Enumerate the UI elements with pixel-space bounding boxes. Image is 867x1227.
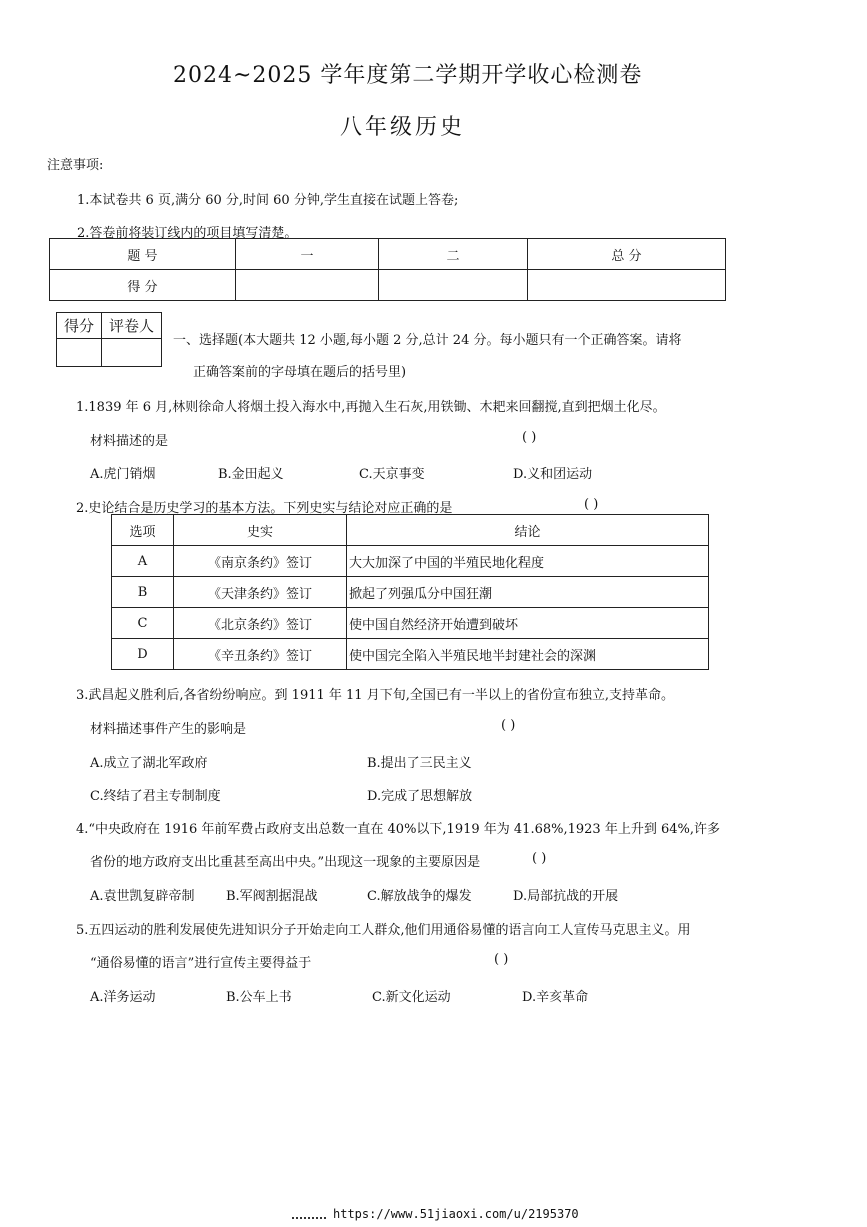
- grader-name-input[interactable]: [102, 339, 162, 367]
- score-row-label: 得 分: [50, 270, 236, 301]
- q3-answer-bracket[interactable]: ( ): [501, 718, 516, 733]
- score-header-cell: 题 号: [50, 239, 236, 270]
- q2-cell-conclusion: 掀起了列强瓜分中国狂潮: [347, 577, 709, 608]
- q1-option-c[interactable]: C.天京事变: [359, 467, 425, 482]
- q1-option-b[interactable]: B.金田起义: [218, 467, 284, 482]
- q1-stem-cont: 材料描述的是: [90, 434, 169, 449]
- q5-option-d[interactable]: D.辛亥革命: [522, 990, 589, 1005]
- q2-cell-option: B: [112, 577, 174, 608]
- grader-score-input[interactable]: [57, 339, 102, 367]
- grader-box: [56, 312, 162, 367]
- q2-cell-conclusion: 使中国自然经济开始遭到破坏: [347, 608, 709, 639]
- score-header-cell: 一: [236, 239, 379, 270]
- q5-stem: 5.五四运动的胜利发展使先进知识分子开始走向工人群众,他们用通俗易懂的语言向工人宣传马克思主义。用: [76, 923, 691, 938]
- q2-cell-option: D: [112, 639, 174, 670]
- notice-item-1: 1.本试卷共 6 页,满分 60 分,时间 60 分钟,学生直接在试题上答卷;: [77, 193, 459, 208]
- q2-header-conclusion: 结论: [347, 515, 709, 546]
- q2-cell-option: A: [112, 546, 174, 577]
- q2-cell-conclusion: 大大加深了中国的半殖民地化程度: [347, 546, 709, 577]
- q1-answer-bracket[interactable]: ( ): [522, 430, 537, 445]
- table-row: [112, 577, 709, 608]
- q4-option-c[interactable]: C.解放战争的爆发: [367, 889, 472, 904]
- score-header-cell: 二: [379, 239, 528, 270]
- notice-heading: 注意事项:: [47, 158, 104, 173]
- score-input-cell[interactable]: [528, 270, 726, 301]
- grader-name-label: 评卷人: [102, 313, 162, 339]
- q1-stem: 1.1839 年 6 月,林则徐命人将烟土投入海水中,再抛入生石灰,用铁锄、木耙来回翻搅,直到把烟土化尽。: [76, 400, 666, 415]
- q4-option-b[interactable]: B.军阀割据混战: [226, 889, 318, 904]
- score-input-cell[interactable]: [236, 270, 379, 301]
- section-1-instructions-cont: 正确答案前的字母填在题后的括号里): [193, 365, 407, 380]
- table-row: [112, 639, 709, 670]
- q2-cell-fact: 《北京条约》签订: [174, 608, 347, 639]
- q2-cell-option: C: [112, 608, 174, 639]
- score-table: [49, 238, 726, 301]
- q2-table: [111, 514, 709, 670]
- q4-option-a[interactable]: A.袁世凯复辟帝制: [90, 889, 195, 904]
- footer-logo-icon: [292, 1212, 326, 1219]
- q2-stem: 2.史论结合是历史学习的基本方法。下列史实与结论对应正确的是: [76, 501, 453, 516]
- grader-score-label: 得分: [57, 313, 102, 339]
- page-subtitle: 八年级历史: [340, 115, 466, 140]
- q2-cell-conclusion: 使中国完全陷入半殖民地半封建社会的深渊: [347, 639, 709, 670]
- q5-stem-cont: “通俗易懂的语言”进行宣传主要得益于: [90, 956, 312, 971]
- score-header-cell: 总 分: [528, 239, 726, 270]
- q4-stem: 4.“中央政府在 1916 年前军费占政府支出总数一直在 40%以下,1919 年为 41.68%,1923 年上升到 64%,许多: [76, 822, 720, 837]
- q3-stem-cont: 材料描述事件产生的影响是: [90, 722, 247, 737]
- q3-option-a[interactable]: A.成立了湖北军政府: [90, 756, 208, 771]
- q2-header-option: 选项: [112, 515, 174, 546]
- q4-answer-bracket[interactable]: ( ): [532, 851, 547, 866]
- q5-option-c[interactable]: C.新文化运动: [372, 990, 451, 1005]
- q2-answer-bracket[interactable]: ( ): [584, 497, 599, 512]
- q5-option-b[interactable]: B.公车上书: [226, 990, 292, 1005]
- q4-option-d[interactable]: D.局部抗战的开展: [513, 889, 619, 904]
- table-row: [112, 546, 709, 577]
- footer-url[interactable]: https://www.51jiaoxi.com/u/2195370: [333, 1207, 579, 1221]
- section-1-instructions: 一、选择题(本大题共 12 小题,每小题 2 分,总计 24 分。每小题只有一个正确答案。请将: [173, 333, 682, 348]
- q2-cell-fact: 《天津条约》签订: [174, 577, 347, 608]
- q2-cell-fact: 《辛丑条约》签订: [174, 639, 347, 670]
- q2-header-fact: 史实: [174, 515, 347, 546]
- notice-item-2: 2.答卷前将装订线内的项目填写清楚。: [77, 226, 298, 241]
- table-row: [112, 608, 709, 639]
- q4-stem-cont: 省份的地方政府支出比重甚至高出中央。”出现这一现象的主要原因是: [90, 855, 481, 870]
- q5-answer-bracket[interactable]: ( ): [494, 952, 509, 967]
- score-input-cell[interactable]: [379, 270, 528, 301]
- page-title: 2024~2025 学年度第二学期开学收心检测卷: [173, 63, 643, 88]
- q3-option-b[interactable]: B.提出了三民主义: [367, 756, 472, 771]
- q3-stem: 3.武昌起义胜利后,各省纷纷响应。到 1911 年 11 月下旬,全国已有一半以上的省份宣布独立,支持革命。: [76, 688, 674, 703]
- q5-option-a[interactable]: A.洋务运动: [90, 990, 156, 1005]
- q3-option-c[interactable]: C.终结了君主专制制度: [90, 789, 221, 804]
- q3-option-d[interactable]: D.完成了思想解放: [367, 789, 473, 804]
- q2-cell-fact: 《南京条约》签订: [174, 546, 347, 577]
- q1-option-a[interactable]: A.虎门销烟: [90, 467, 156, 482]
- q1-option-d[interactable]: D.义和团运动: [513, 467, 593, 482]
